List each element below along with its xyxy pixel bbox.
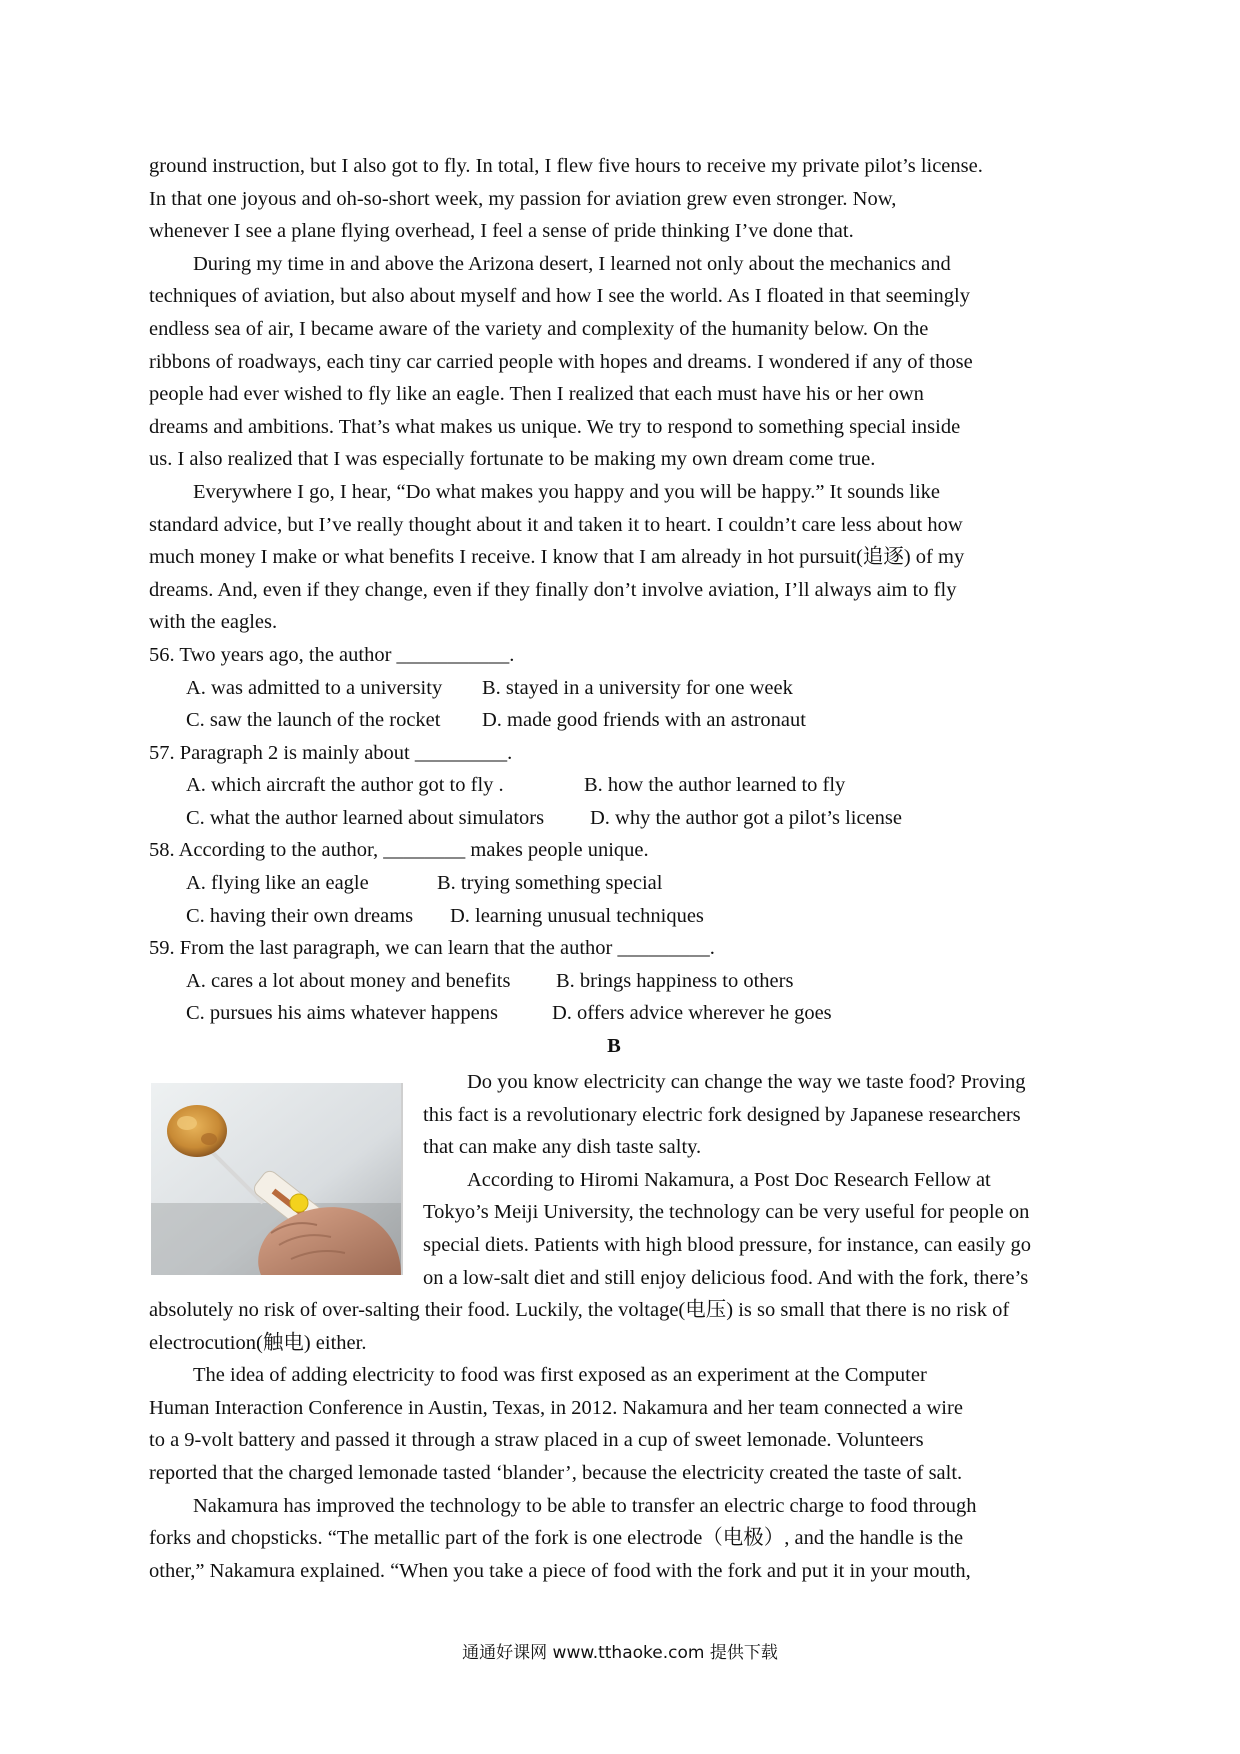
option-b[interactable]: B. how the author learned to fly	[584, 774, 846, 797]
option-a[interactable]: A. cares a lot about money and benefits	[186, 969, 511, 992]
passage-line: Everywhere I go, I hear, “Do what makes you happy and you will be happy.” It sounds like	[193, 480, 941, 503]
passage-line: ribbons of roadways, each tiny car carried people with hopes and dreams. I wondered if any of those	[149, 350, 973, 373]
passage-b	[149, 1294, 1079, 1587]
passage-line: standard advice, but I’ve really thought about it and taken it to heart. I couldn’t care less about how	[149, 513, 963, 536]
passage-line: us. I also realized that I was especially fortunate to be making my own dream come true.	[149, 448, 876, 471]
option-a[interactable]: A. flying like an eagle	[186, 872, 369, 895]
passage-line: this fact is a revolutionary electric fork designed by Japanese researchers	[423, 1103, 1021, 1126]
option-row	[149, 769, 1079, 802]
option-d[interactable]: D. why the author got a pilot’s license	[590, 806, 902, 829]
question-stem: 59. From the last paragraph, we can learn that the author _________.	[149, 937, 715, 960]
page-footer: 通通好课网 www.tthaoke.com 提供下载	[462, 1643, 778, 1663]
passage-line: absolutely no risk of over-salting their food. Luckily, the voltage(电压) is so small that there is no risk of	[149, 1299, 1010, 1321]
passage-line: people had ever wished to fly like an eagle. Then I realized that each must have his or her own	[149, 383, 924, 406]
passage-line: dreams and ambitions. That’s what makes us unique. We try to respond to something special inside	[149, 415, 961, 438]
passage-line: special diets. Patients with high blood pressure, for instance, can easily go	[423, 1233, 1032, 1256]
question-58	[149, 834, 1079, 932]
passage-line: In that one joyous and oh-so-short week, my passion for aviation grew even stronger. Now,	[149, 187, 897, 210]
passage-line: electrocution(触电) either.	[149, 1331, 367, 1354]
passage-line: techniques of aviation, but also about myself and how I see the world. As I floated in that seemingly	[149, 285, 970, 308]
option-row	[149, 965, 1079, 998]
question-stem: 56. Two years ago, the author ___________.	[149, 643, 515, 666]
question-56	[149, 639, 1079, 737]
passage-line: reported that the charged lemonade tasted ‘blander’, because the electricity created the taste of salt.	[149, 1461, 963, 1484]
passage-line: to a 9-volt battery and passed it through a straw placed in a cup of sweet lemonade. Volunteers	[149, 1429, 924, 1452]
section-label-b: B	[607, 1035, 621, 1058]
passage-line: Do you know electricity can change the way we taste food? Proving	[467, 1071, 1026, 1093]
electric-fork-photo	[151, 1083, 403, 1275]
option-d[interactable]: D. learning unusual techniques	[450, 904, 704, 927]
option-row	[149, 802, 1079, 835]
option-b[interactable]: B. brings happiness to others	[556, 969, 794, 992]
question-stem: 57. Paragraph 2 is mainly about _________.	[149, 741, 513, 764]
passage-line: that can make any dish taste salty.	[423, 1136, 702, 1159]
option-d[interactable]: D. made good friends with an astronaut	[482, 709, 806, 732]
option-a[interactable]: A. which aircraft the author got to fly .	[186, 774, 504, 797]
question-57	[149, 737, 1079, 835]
passage-line: Nakamura has improved the technology to be able to transfer an electric charge to food through	[193, 1494, 977, 1517]
option-row	[149, 672, 1079, 705]
passage-line: According to Hiromi Nakamura, a Post Doc Research Fellow at	[467, 1168, 991, 1191]
question-stem: 58. According to the author, ________ makes people unique.	[149, 839, 649, 862]
option-row	[149, 867, 1079, 900]
passage-line: on a low-salt diet and still enjoy delicious food. And with the fork, there’s	[423, 1266, 1029, 1289]
passage-line: Tokyo’s Meiji University, the technology can be very useful for people on	[423, 1201, 1030, 1224]
passage-line: forks and chopsticks. “The metallic part of the fork is one electrode（电极）, and the handle is the	[149, 1527, 964, 1550]
passage-line: other,” Nakamura explained. “When you take a piece of food with the fork and put it in your mouth,	[149, 1559, 971, 1582]
passage-line: with the eagles.	[149, 611, 278, 634]
option-b[interactable]: B. stayed in a university for one week	[482, 676, 793, 699]
option-c[interactable]: C. saw the launch of the rocket	[186, 709, 441, 732]
option-b[interactable]: B. trying something special	[437, 872, 663, 895]
option-d[interactable]: D. offers advice wherever he goes	[552, 1002, 832, 1025]
option-row	[149, 704, 1079, 737]
passage-line: endless sea of air, I became aware of the variety and complexity of the humanity below. On the	[149, 317, 929, 340]
option-a[interactable]: A. was admitted to a university	[186, 676, 443, 699]
passage-line: Human Interaction Conference in Austin, Texas, in 2012. Nakamura and her team connected a wire	[149, 1396, 963, 1419]
passage-line: much money I make or what benefits I receive. I know that I am already in hot pursuit(追逐) of my	[149, 546, 965, 569]
option-c[interactable]: C. what the author learned about simulators	[186, 806, 545, 829]
option-row	[149, 900, 1079, 933]
passage-a	[149, 150, 1079, 1063]
passage-b-beside-image	[423, 1066, 1083, 1294]
passage-line: During my time in and above the Arizona desert, I learned not only about the mechanics and	[193, 252, 951, 275]
option-row	[149, 997, 1079, 1030]
option-c[interactable]: C. having their own dreams	[186, 904, 414, 927]
passage-line: whenever I see a plane flying overhead, I feel a sense of pride thinking I’ve done that.	[149, 220, 854, 243]
option-c[interactable]: C. pursues his aims whatever happens	[186, 1002, 498, 1025]
passage-line: dreams. And, even if they change, even if they finally don’t involve aviation, I’ll always aim to fly	[149, 578, 957, 601]
question-59	[149, 932, 1079, 1030]
passage-line: ground instruction, but I also got to fly. In total, I flew five hours to receive my private pilot’s license.	[149, 155, 983, 177]
passage-line: The idea of adding electricity to food was first exposed as an experiment at the Computer	[193, 1364, 927, 1387]
electric-fork-image	[151, 1083, 401, 1275]
